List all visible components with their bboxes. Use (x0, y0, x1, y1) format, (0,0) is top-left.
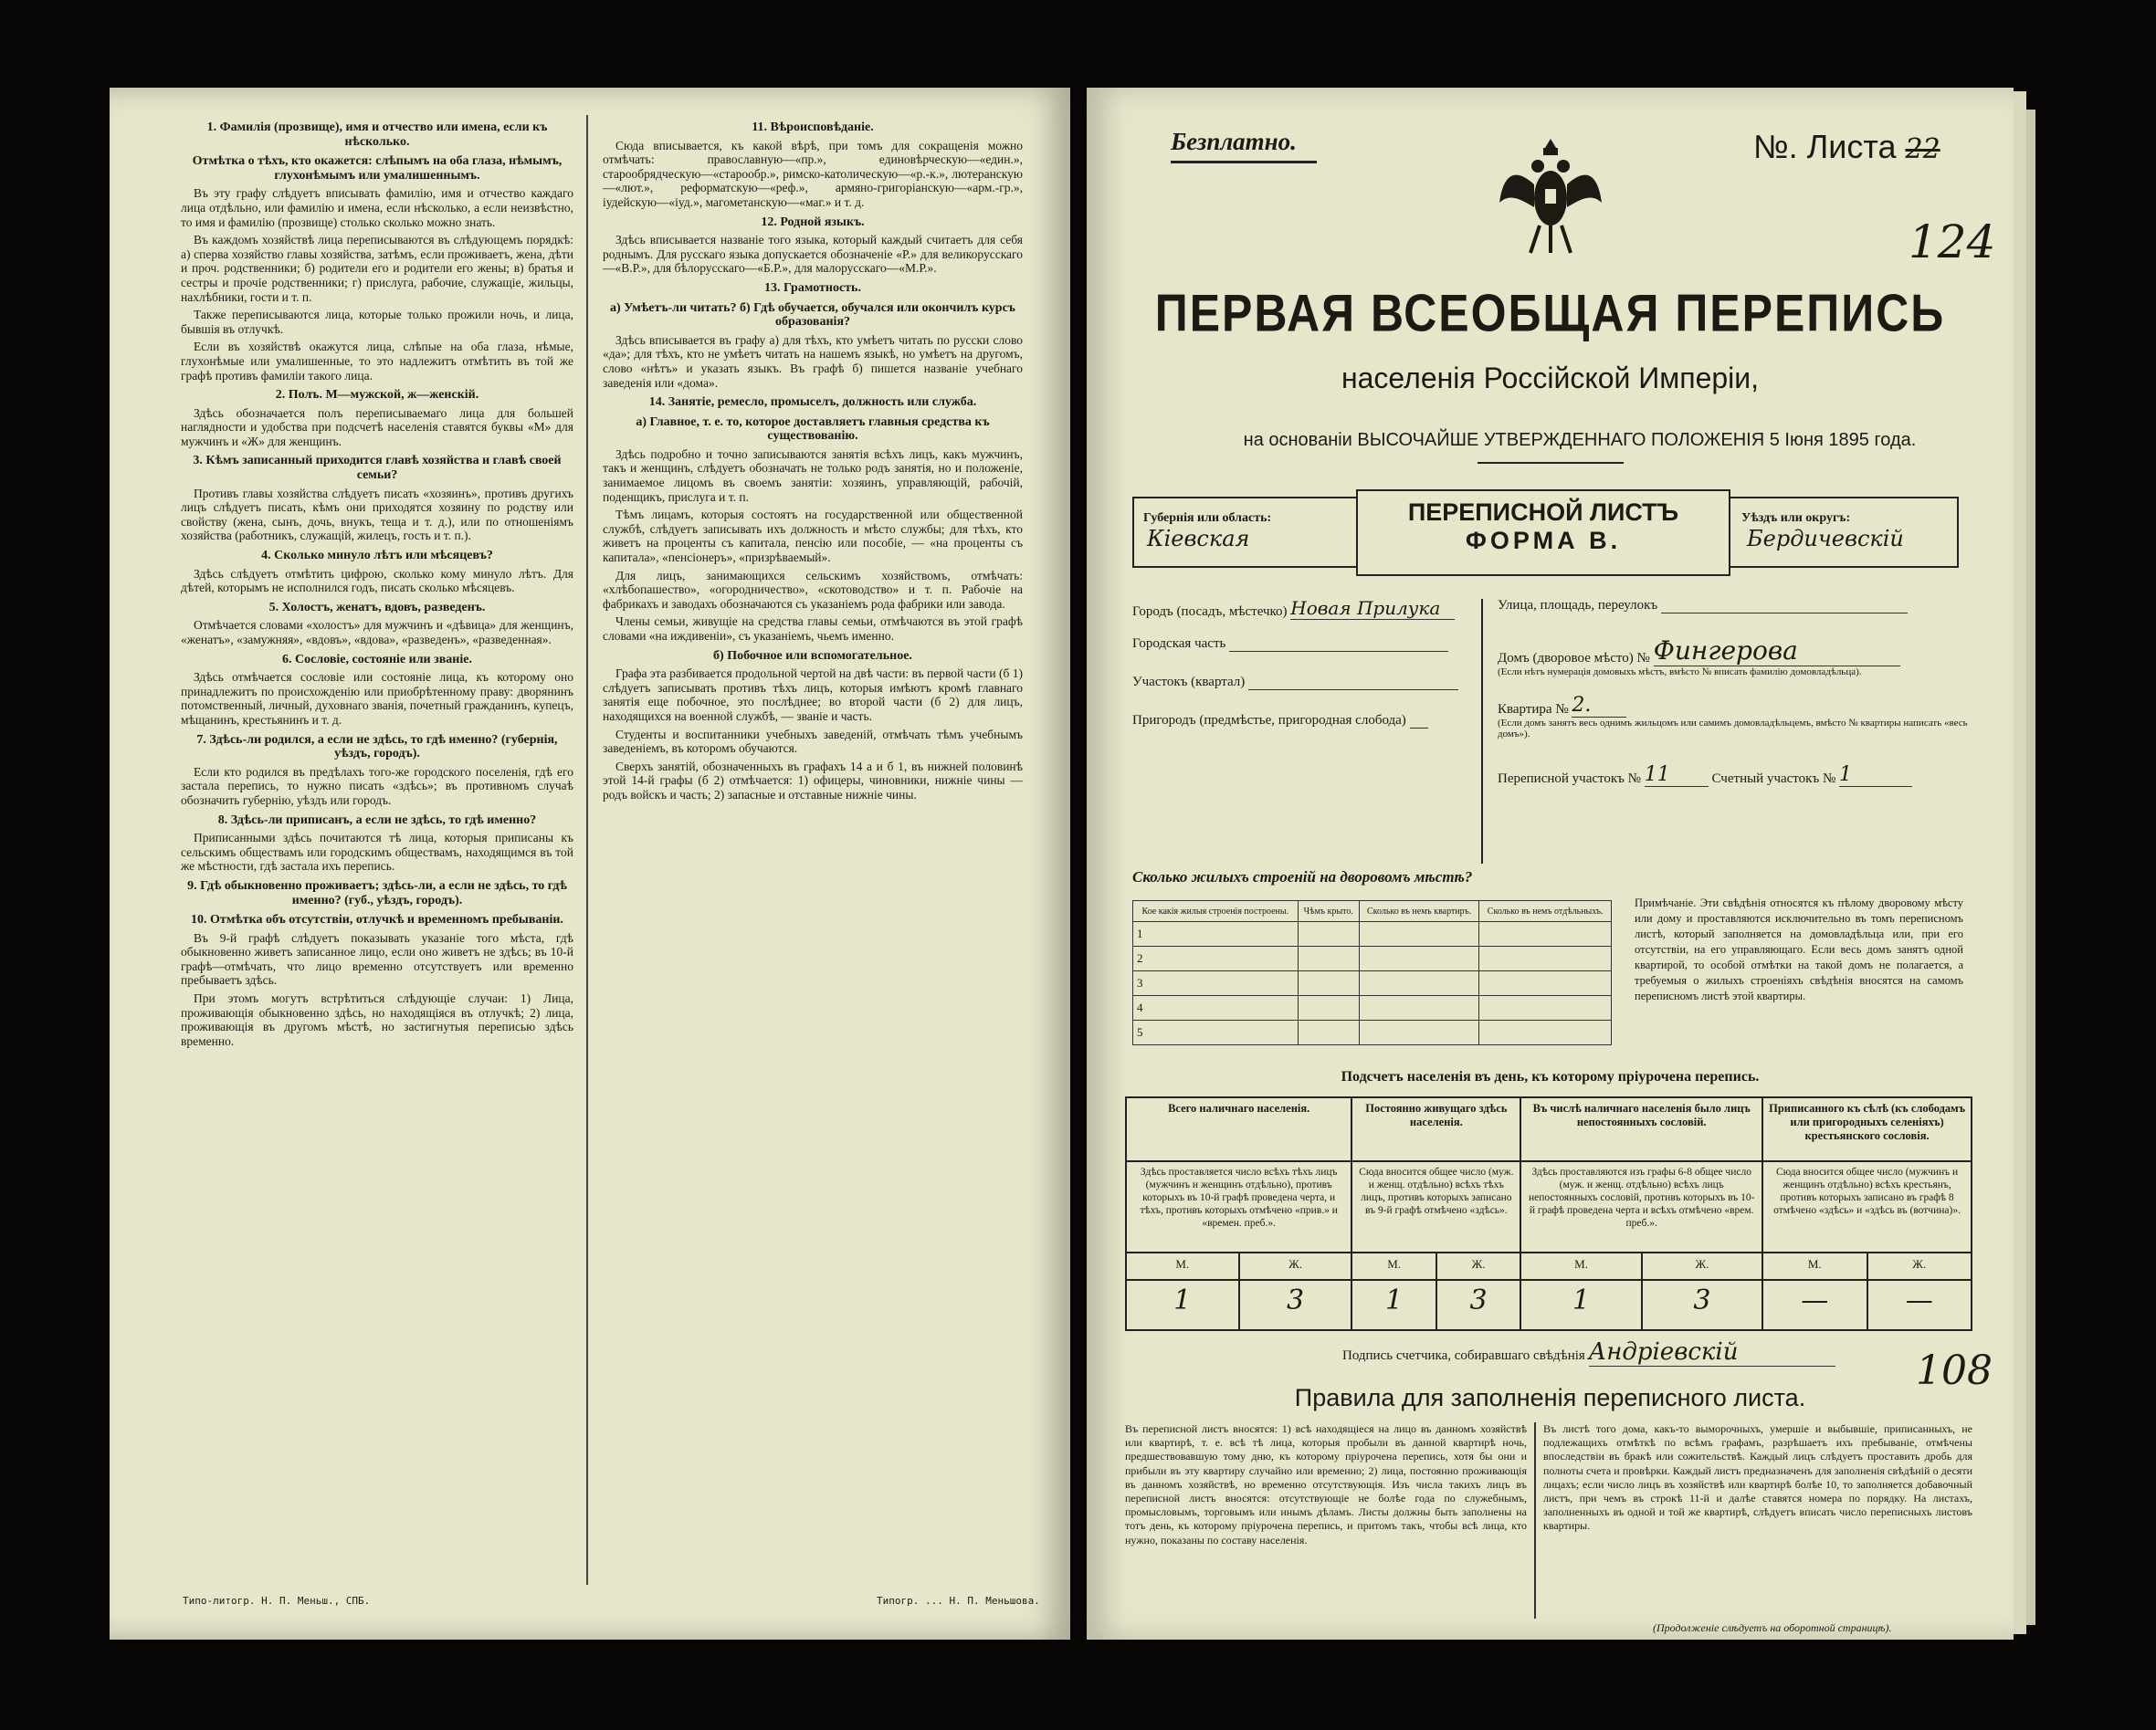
row-number: 2 (1133, 947, 1299, 971)
sex-female: Ж. (1867, 1253, 1972, 1280)
count-head: Приписанного къ сѣлѣ (къ слободамъ или пригородныхъ селеніяхъ) крестьянского сословія. (1762, 1097, 1972, 1161)
column-divider (586, 115, 588, 1585)
precinct-field (1132, 674, 1458, 690)
right-page (1087, 88, 2014, 1640)
page-edge (2026, 110, 2035, 1625)
section-heading: б) Побочное или вспомогательное. (713, 648, 912, 663)
population-count-title: Подсчетъ населенія въ день, къ которому пріурочена перепись. (1341, 1069, 1760, 1085)
count-value: 1 (1351, 1280, 1436, 1330)
section-heading: 10. Отмѣтка объ отсутствіи, отлучкѣ и временномъ пребываніи. (191, 913, 563, 928)
section-heading: 6. Сословіе, состояніе или званіе. (282, 652, 472, 666)
city-part-label: Городская часть (1132, 636, 1226, 651)
precinct-label: Участокъ (квартал) (1132, 675, 1246, 689)
table-row (1133, 947, 1612, 971)
instruction-paragraph: Здѣсь слѣдуетъ отмѣтить цифрою, сколько кому минуло лѣтъ. Для дѣтей, которымъ не исполнился годъ, писать сколько мѣсяцевъ. (181, 566, 573, 595)
city-part-field (1132, 635, 1448, 652)
houses-header: Сколько въ немъ квартиръ. (1359, 901, 1478, 922)
sex-female: Ж. (1239, 1253, 1352, 1280)
sheet-number-label: №. Листа (1753, 128, 1897, 165)
apartment-label: Квартира № (1498, 702, 1569, 717)
section-heading: 7. Здѣсь-ли родился, а если не здѣсь, то гдѣ именно? (губернія, уѣздъ, городъ). (196, 732, 558, 761)
row-number: 3 (1133, 971, 1299, 996)
instruction-paragraph: Здѣсь вписывается въ графу а) для тѣхъ, кто умѣетъ читать по русски слово «да»; для тѣхъ, кто не умѣетъ читать на нашемъ языкѣ, но умѣетъ на другомъ, слово «нѣтъ» и указать языкъ. Въ графѣ б) пишется названіе учебнаго заведенія или «дома». (603, 332, 1023, 390)
printer-note-left: Типо-литогр. Н. П. Меньш., СПБ. (183, 1595, 371, 1607)
table-row (1133, 922, 1612, 947)
count-desc: Сюда вносится общее число (мужчинъ и женщинъ отдѣльно) всѣхъ крестьянъ, противъ которыхъ записано въ графѣ 8 отмѣчено «здѣсь» и «здѣсь въ (вотчина)». (1762, 1161, 1972, 1253)
instruction-paragraph: Сюда вписывается, къ какой вѣрѣ, при томъ для сокращенія можно отмѣчать: православную—«пр.», единовѣрческую—«един.», старообрядческую—«старообр.», римско-католическую—«р.-к.», лютеранскую—«лют.», реформатскую—«реф.», армяно-григоріанскую—«арм.-гр.», іудейскую—«іуд.», магометанскую—«маг.» и т. д. (603, 138, 1023, 209)
section-heading: 14. Занятіе, ремесло, промыселъ, должность или служба. (648, 395, 977, 410)
instruction-paragraph: Отмѣчается словами «холостъ» для мужчинъ и «дѣвица» для женщинъ, «женатъ», «замужняя», «вдовъ», «вдова», «разведенъ», «разведенная». (181, 618, 573, 646)
count-desc: Здѣсь проставляется число всѣхъ тѣхъ лицъ (мужчинъ и женщинъ отдѣльно), противъ которыхъ въ 10-й графѣ проведена черта, и тѣхъ, противъ которыхъ отмѣчено «прив.» и «времен. преб.». (1126, 1161, 1351, 1253)
free-underline (1171, 161, 1317, 163)
counter-label: Подпись счетчика, собиравшаго свѣдѣнія (1342, 1348, 1585, 1363)
main-title: ПЕРВАЯ ВСЕОБЩАЯ ПЕРЕПИСЬ (1154, 283, 1946, 343)
counter-signature: Андріевскій (1589, 1338, 1835, 1367)
sheet-number (1753, 128, 1940, 166)
suburb-label: Пригородъ (предмѣстье, пригородная слобода) (1132, 713, 1406, 728)
count-value: — (1867, 1280, 1972, 1330)
divider (1478, 462, 1624, 464)
instruction-paragraph: Въ каждомъ хозяйствѣ лица переписываются въ слѣдующемъ порядкѣ: а) сперва хозяйство главы хозяйства, затѣмъ, если проживаетъ, жена, дѣти и проч. родственники; б) родители его и родители его жены; в) братья и сестры и прочіе родственники; г) прислуга, рабочие, служащіе, жильцы, нахлѣбники, гости и т. п. (181, 233, 573, 304)
rules-column-1: Въ переписной листъ вносятся: 1) всѣ находящіеся на лицо въ данномъ хозяйствѣ или квартирѣ, т. е. всѣ тѣ лица, которыя пробыли въ данной квартирѣ ночь, предшествовавшую тому дню, къ которому пріурочена перепись, хотя бы они и прибыли въ эту квартиру случайно или временно; 2) лица, постоянно проживающія въ данномъ хозяйствѣ, но временно отсутствующія. Изъ числа такихъ лицъ въ переписной листъ вносятся: отсутствующіе не болѣе года по служебнымъ, промысловымъ, торговымъ или инымъ дѣламъ. Листы должны быть заполнены на тотъ день, къ которому пріурочена перепись, и притомъ такъ, чтобы всѣ лица, кто нужно, показаны по составу населенія. (1125, 1422, 1527, 1547)
district-value: Бердичевскій (1747, 526, 1904, 551)
count-value: 3 (1642, 1280, 1762, 1330)
rules-column-2: Въ листѣ того дома, какъ-то выморочныхъ, умершіе и выбывшіе, приписанныхъ, не подлежащихъ отмѣткѣ по всѣмъ графамъ, разрѣшаетъ ихъ пребываніе, отмѣчены впоследствіи въ бракѣ или сожительствѣ. Каждый лицъ слѣдуетъ проставить дробь для полноты счета и провѣрки. Каждый листъ предназначенъ для заполненія свѣдѣній о десяти лицахъ; если число лицъ въ хозяйствѣ или квартирѣ болѣе 10, то заполняется добавочный листъ, при чемъ въ строкѣ 11-й и далѣе ставятся номера по порядку. На листахъ, заполненныхъ въ одной и той же квартирѣ, слѣдуетъ вписать число переписныхъ листовъ квартиры. (1543, 1422, 1972, 1533)
page-edge (2014, 91, 2026, 1634)
section-heading: 3. Кѣмъ записанный приходится главѣ хозяйства и главѣ своей семьи? (193, 454, 562, 483)
population-count-table (1125, 1096, 1972, 1331)
instruction-paragraph: Если въ хозяйствѣ окажутся лица, слѣпые на оба глаза, нѣмые, глухонѣмые или умалишенные, то это надлежитъ отмѣтить въ той же графѣ противъ фамиліи такого лица. (181, 340, 573, 383)
form-title: ПЕРЕПИСНОЙ ЛИСТЪ (1407, 498, 1679, 526)
legal-basis: на основаніи ВЫСОЧАЙШЕ УТВЕРЖДЕННАГО ПОЛОЖЕНІЯ 5 Іюня 1895 года. (1243, 430, 1917, 450)
city-value: Новая Прилука (1290, 597, 1455, 620)
house-label: Домъ (дворовое мѣсто) № (1498, 651, 1650, 666)
count-head: Въ числѣ наличнаго населенія было лицъ непостоянныхъ сословій. (1520, 1097, 1762, 1161)
count-head: Всего наличнаго населенія. (1126, 1097, 1351, 1161)
houses-header: Сколько въ немъ отдѣльныхъ. (1479, 901, 1612, 922)
instruction-paragraph: Здѣсь отмѣчается сословіе или состояніе лица, къ которому оно принадлежитъ по происхожденію или приобрѣтенному праву: дворянинъ потомственный, личный, духовнаго званія, почетный гражданинъ, купецъ, мѣщанинъ, крестьянинъ и т. д. (181, 670, 573, 727)
houses-question: Сколько жилыхъ строеній на дворовомъ мѣстѣ? (1132, 868, 1473, 886)
houses-header: Чѣмъ крыто. (1298, 901, 1359, 922)
sex-male: М. (1126, 1253, 1239, 1280)
instruction-paragraph: Также переписываются лица, которые только прожили ночь, и лица, бывшія въ отлучкѣ. (181, 308, 573, 336)
instruction-paragraph: Студенты и воспитанники учебныхъ заведеній, отмѣчать тѣмъ учебнымъ заведеніемъ, въ которомъ обучаются. (603, 727, 1023, 756)
row-number: 1 (1133, 922, 1299, 947)
rules-title: Правила для заполненія переписного листа. (1294, 1384, 1806, 1411)
house-value: Фингерова (1654, 635, 1900, 666)
province-value: Кіевская (1147, 526, 1250, 551)
left-column-2 (603, 115, 1023, 806)
city-label: Городъ (посадъ, мѣстечко) (1132, 604, 1288, 619)
apartment-note: (Если домъ занятъ весь однимъ жильцомъ или самимъ домовладѣльцемъ, вмѣсто № квартиры написать «весь домъ»). (1498, 718, 1968, 739)
houses-table (1132, 900, 1612, 1045)
form-code: ФОРМА В. (1465, 527, 1622, 554)
count-value: 3 (1436, 1280, 1520, 1330)
handwritten-number-bottom: 108 (1916, 1347, 1993, 1394)
section-heading: 2. Полъ. М—мужской, ж—женскій. (275, 388, 479, 403)
instruction-paragraph: Приписанными здѣсь почитаются тѣ лица, которыя приписаны къ сельскимъ обществамъ или городскимъ обществамъ, находящимся въ той же мѣстности, гдѣ застала ихъ перепись. (181, 831, 573, 874)
district-label: Уѣздъ или округъ: (1741, 511, 1851, 525)
sex-female: Ж. (1436, 1253, 1520, 1280)
section-heading: 8. Здѣсь-ли приписанъ, а если не здѣсь, то гдѣ именно? (217, 813, 537, 827)
apartment-field (1498, 694, 1972, 739)
row-number: 5 (1133, 1021, 1299, 1045)
section-heading: 13. Грамотность. (764, 280, 861, 295)
count-value: — (1762, 1280, 1867, 1330)
sheet-number-struck: 22 (1905, 133, 1940, 165)
printer-note-right: Типогр. ... Н. П. Меньшова. (877, 1595, 1040, 1607)
province-box (1132, 497, 1356, 568)
row-number: 4 (1133, 996, 1299, 1021)
count-desc: Здѣсь проставляются изъ графы 6-8 общее число (муж. и женщ. отдѣльно) всѣхъ лицъ непостоянныхъ сословій, противъ которыхъ въ 10-й графѣ проведена черта и всѣхъ отмѣчено «врем. преб.». (1520, 1161, 1762, 1253)
houses-header: Кое какія жилыя строенія построены. (1133, 901, 1299, 922)
instruction-paragraph: Тѣмъ лицамъ, которыя состоятъ на государственной или общественной службѣ, слѣдуетъ записывать ихъ должность и мѣсто службы; для тѣхъ, кто живетъ на проценты съ капитала, пенсію или пособіе, — «на проценты съ капитала», «пенсіонеръ», «призрѣваемый». (603, 508, 1023, 565)
sub-title: населенія Россійской Имперіи, (1341, 362, 1760, 394)
province-label: Губернія или область: (1143, 511, 1272, 525)
instruction-paragraph: При этомъ могутъ встрѣтиться слѣдующіе случаи: 1) Лица, проживающія обыкновенно здѣсь, но находящіяся въ отлучкѣ; 2) лица, проживающія въ другомъ мѣстѣ, но застигнутыя переписью здѣсь временно. (181, 991, 573, 1048)
count-value: 1 (1126, 1280, 1239, 1330)
count-value: 1 (1520, 1280, 1641, 1330)
section-heading: Отмѣтка о тѣхъ, кто окажется: слѣпымъ на оба глаза, нѣмымъ, глухонѣмымъ или умалишеннымъ. (192, 154, 563, 183)
count-desc: Сюда вносится общее число (муж. и женщ. отдѣльно) всѣхъ тѣхъ лицъ, противъ которыхъ записано въ 9-й графѣ отмѣчено «здѣсь». (1351, 1161, 1520, 1253)
instruction-paragraph: Сверхъ занятій, обозначенныхъ въ графахъ 14 а и б 1, въ нижней половинѣ этой 14-й графы (б 2) отмѣчается: 1) офицеры, чиновники, нижніе чины — родъ войскъ и часть; 2) запасные и отставные нижніе чины. (603, 759, 1023, 802)
city-field (1132, 597, 1455, 620)
instruction-paragraph: Въ эту графу слѣдуетъ вписывать фамилію, имя и отчество каждаго лица отдѣльно, или фамилію и имена, если нѣсколько, а если неизвѣстно, то имя и фамилію (прозвище) столько сколько можно знать. (181, 186, 573, 229)
instruction-paragraph: Графа эта разбивается продольной чертой на двѣ части: въ первой части (б 1) слѣдуетъ записывать противъ тѣхъ лицъ, которыя имѣютъ кромѣ главнаго занятія еще побочное, это послѣднее; во второй части (б 2) для лицъ, находящихся на военной службѣ, — званіе и часть. (603, 666, 1023, 723)
left-column-1 (181, 115, 573, 1052)
sex-male: М. (1351, 1253, 1436, 1280)
section-heading: 4. Сколько минуло лѣтъ или мѣсяцевъ? (261, 549, 493, 563)
continued-note: (Продолженіе слѣдуетъ на оборотной страницѣ). (1653, 1621, 1892, 1634)
table-row (1133, 1021, 1612, 1045)
section-heading: 11. Вѣроисповѣданіе. (752, 121, 874, 134)
census-area-label: Переписной участокъ № (1498, 771, 1641, 786)
section-heading: 12. Родной языкъ. (761, 215, 865, 229)
suburb-field (1132, 712, 1428, 729)
instruction-paragraph: Если кто родился въ предѣлахъ того-же городского поселенія, гдѣ его застала перепись, то нужно писать «здѣсь»; въ противномъ случаѣ обозначить губернію, уѣздъ или городъ. (181, 764, 573, 807)
address-divider (1481, 599, 1483, 864)
instruction-paragraph: Въ 9-й графѣ слѣдуетъ показывать указаніе того мѣста, гдѣ обыкновенно живетъ записанное лицо, если оно живетъ не здѣсь; въ 10-й графѣ—отмѣчать, что лицо временно отсутствуетъ или временно пребываетъ здѣсь. (181, 930, 573, 988)
instruction-paragraph: Здѣсь подробно и точно записываются занятія всѣхъ лицъ, какъ мужчинъ, такъ и женщинъ, слѣдуетъ обозначать не только родъ занятія, но и положеніе, занимаемое лицомъ въ своемъ занятіи: хозяинъ, управляющій, рабочій, поденщикъ, прислуга и т. п. (603, 446, 1023, 504)
section-heading: а) Умѣетъ-ли читать? б) Гдѣ обучается, обучался или окончилъ курсъ образованія? (610, 300, 1015, 330)
instruction-paragraph: Здѣсь обозначается полъ переписываемаго лица для большей наглядности и удобства при подсчетѣ населенія ставятся буквы «М» для мужчинъ и «Ж» для женщинъ. (181, 405, 573, 448)
sex-male: М. (1762, 1253, 1867, 1280)
house-note: (Если нѣтъ нумерація домовыхъ мѣстъ, вмѣсто № вписать фамилію домовладѣльца). (1498, 666, 1862, 677)
street-field (1498, 597, 1908, 613)
street-label: Улица, площадь, переулокъ (1498, 598, 1658, 613)
count-head: Постоянно живущаго здѣсь населенія. (1351, 1097, 1520, 1161)
apartment-value: 2. (1572, 694, 1626, 718)
count-area-value: 1 (1839, 763, 1912, 787)
sex-male: М. (1520, 1253, 1641, 1280)
census-area-field (1498, 763, 1912, 787)
count-value: 3 (1239, 1280, 1352, 1330)
instruction-paragraph: Противъ главы хозяйства слѣдуетъ писать «хозяинъ», противъ другихъ лицъ слѣдуетъ писать, кѣмъ они приходятся хозяину по родству или свойству (жена, сынъ, дочь, внукъ, теща и т. д.), или по отношеніямъ хозяйства (работникъ, служащій, жилецъ, гость и т. п.). (181, 486, 573, 543)
count-area-label: Счетный участокъ № (1711, 771, 1836, 786)
imperial-eagle-crest (1496, 130, 1605, 267)
section-heading: 9. Гдѣ обыкновенно проживаетъ; здѣсь-ли, а если не здѣсь, то гдѣ именно? (губ., уѣздъ, городъ). (187, 878, 567, 907)
form-title-box (1356, 489, 1730, 576)
section-heading: а) Главное, т. е. то, которое доставляетъ главныя средства къ существованію. (636, 414, 990, 444)
district-box (1730, 497, 1959, 568)
instruction-paragraph: Здѣсь вписывается названіе того языка, который каждый считаетъ для себя роднымъ. Для русскаго языка допускается обозначеніе «Р.» для великорусскаго—«В.Р.», для бѣлорусскаго—«Б.Р.», для малорусскаго—«М.Р.». (603, 233, 1023, 276)
free-label: Безплатно. (1171, 128, 1297, 155)
instruction-paragraph: Для лицъ, занимающихся сельскимъ хозяйствомъ, отмѣчать: «хлѣбопашество», «огородничество», «скотоводство» и т. п. Рабочіе на фабрикахъ и заводахъ обозначаются съ указаніемъ рода фабрики или завода. (603, 568, 1023, 611)
rules-divider (1534, 1422, 1536, 1619)
left-page (110, 88, 1070, 1640)
house-field (1498, 635, 1972, 677)
section-heading: 1. Фамилія (прозвище), имя и отчество или именa, если къ нѣсколько. (206, 121, 548, 149)
handwritten-number-top: 124 (1909, 215, 1996, 268)
sex-female: Ж. (1642, 1253, 1762, 1280)
counter-signature-field (1342, 1338, 1835, 1367)
note-text: Примѣчаніе. Эти свѣдѣнія относятся къ пѣлому дворовому мѣсту или дому и проставляются исключительно въ томъ переписномъ листѣ, который заполняется на домовладѣльца или, при его отсутствіи, на его управляющаго. Если весь домъ занятъ одной квартирой, то особой отмѣтки на такой домъ не полагается, а требуемыя о жилыхъ строеніяхъ свѣдѣнія вносятся на самомъ переписномъ листѣ этой квартиры. (1635, 896, 1963, 1002)
table-row (1133, 971, 1612, 996)
section-heading: 5. Холостъ, женатъ, вдовъ, разведенъ. (268, 600, 486, 614)
census-area-value: 11 (1645, 763, 1709, 787)
table-row (1133, 996, 1612, 1021)
instruction-paragraph: Члены семьи, живущіе на средства главы семьи, отмѣчаются въ этой графѣ словами «на иждивеніи», съ указаніемъ, чьемъ именно. (603, 614, 1023, 643)
